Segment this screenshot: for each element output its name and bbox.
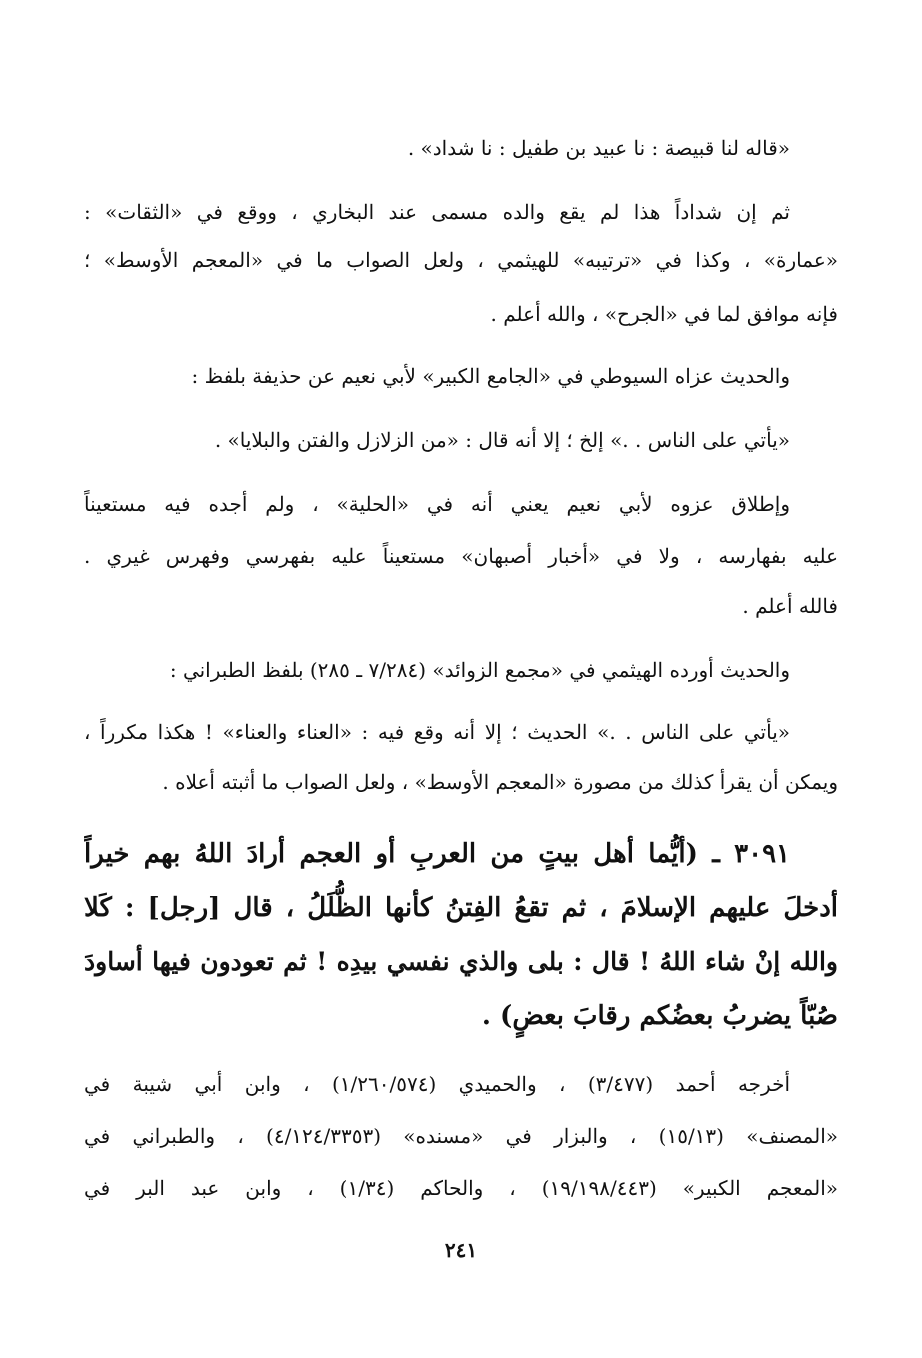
text-line-10: والحديث أورده الهيثمي في «مجمع الزوائد» (٧/٢٨٤ ـ ٢٨٥) بلفظ الطبراني : [169, 658, 790, 682]
text-line-2: ثم إن شداداً هذا لم يقع والده مسمى عند البخاري ، ووقع في «الثقات» : [84, 200, 790, 224]
text-line-7: وإطلاق عزوه لأبي نعيم يعني أنه في «الحلية» ، ولم أجده فيه مستعيناً [84, 492, 790, 516]
text-line-11: «يأتي على الناس . .» الحديث ؛ إلا أنه وقع فيه : «العناء والعناء» ! هكذا مكرراً ، [84, 720, 790, 744]
text-line-4: فإنه موافق لما في «الجرح» ، والله أعلم . [490, 302, 838, 326]
text-line-3: «عمارة» ، وكذا في «ترتيبه» للهيثمي ، ولعل الصواب ما في «المعجم الأوسط» ؛ [84, 248, 838, 272]
text-line-18: «المصنف» (١٥/١٣) ، والبزار في «مسنده» (٤/١٢٤/٣٣٥٣) ، والطبراني في [84, 1124, 838, 1148]
hadith-heading-line-2: أدخلَ عليهم الإسلامَ ، ثم تقعُ الفِتنُ كأنها الظُّلَلُ ، قال [رجل] : كَلا [84, 893, 838, 923]
text-line-17: أخرجه أحمد (٣/٤٧٧) ، والحميدي (١/٢٦٠/٥٧٤) ، وابن أبي شيبة في [84, 1072, 790, 1096]
text-line-1: «قاله لنا قبيصة : نا عبيد بن طفيل : نا شداد» . [407, 136, 790, 160]
text-line-8: عليه بفهارسه ، ولا في «أخبار أصبهان» مستعيناً عليه بفهرسي وفهرس غيري . [84, 544, 838, 568]
hadith-heading-line-1: ٣٠٩١ ـ (أيُّما أهل بيتٍ من العربِ أو العجم أرادَ اللهُ بهم خيراً [84, 839, 790, 869]
text-line-6: «يأتي على الناس . .» إلخ ؛ إلا أنه قال : «من الزلازل والفتن والبلايا» . [214, 428, 790, 452]
text-line-5: والحديث عزاه السيوطي في «الجامع الكبير» لأبي نعيم عن حذيفة بلفظ : [191, 364, 790, 388]
page-number: ٢٤١ [444, 1238, 478, 1262]
text-line-19: «المعجم الكبير» (١٩/١٩٨/٤٤٣) ، والحاكم (١/٣٤) ، وابن عبد البر في [84, 1176, 838, 1200]
text-line-9: فالله أعلم . [742, 594, 838, 618]
text-line-12: ويمكن أن يقرأ كذلك من مصورة «المعجم الأوسط» ، ولعل الصواب ما أثبته أعلاه . [162, 770, 838, 794]
hadith-heading-line-4: صُبّاً يضربُ بعضُكم رقابَ بعضٍ) . [481, 1001, 838, 1031]
hadith-heading-line-3: والله إنْ شاء اللهُ ! قال : بلى والذي نفسي بيدِه ! ثم تعودون فيها أساودَ [84, 947, 838, 976]
